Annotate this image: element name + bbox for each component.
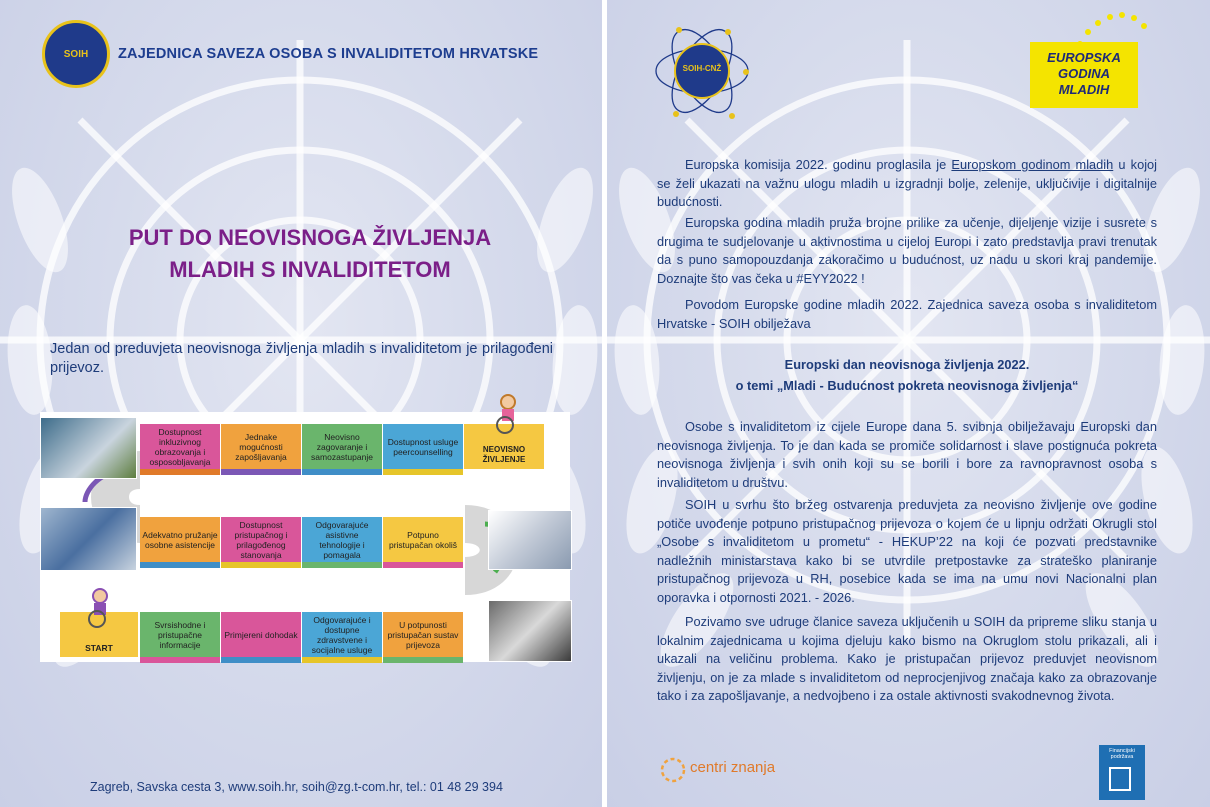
board-game-diagram: [40, 412, 570, 662]
centri-znanja-logo-icon: [658, 752, 688, 788]
funding-label: Financijski podržava: [1109, 748, 1135, 760]
left-page: [0, 0, 602, 807]
tile-personal-assistance: Adekvatno pružanje osobne asistencije: [140, 517, 220, 562]
tile-accessible-environment: Potpuno pristupačan okoliš: [383, 517, 463, 562]
tile-housing: Dostupnost pristupačnog i prilagođenog stanovanja: [221, 517, 301, 562]
paragraph-4: Osobe s invaliditetom iz cijele Europe dana 5. svibnja obilježavaju Europski dan neovisnoga življenja. To je dan kada se promiče solidarnost i slave postignuća pokreta neovisnoga življenja i svih onih koji su se borili i bore za ravnopravnost osoba s invaliditetom u društvu.: [657, 419, 1157, 490]
stripe: [302, 657, 382, 663]
funding-badge: [1099, 745, 1145, 800]
photo-van-ramp: [488, 600, 572, 662]
tile-assistive-tech: Odgovarajuće asistivne tehnologije i pomagala: [302, 517, 382, 562]
org-title: ZAJEDNICA SAVEZA OSOBA S INVALIDITETOM HRVATSKE: [118, 46, 539, 62]
page-title-line1: PUT DO NEOVISNOGA ŽIVLJENJA: [128, 225, 492, 250]
tile-start-label: START: [85, 643, 113, 653]
soih-cnz-logo-text: SOIH-CNŽ: [682, 64, 722, 73]
soih-logo-text: SOIH: [63, 48, 89, 60]
page-title: [60, 222, 560, 286]
eyy-line2: GODINA: [1058, 66, 1110, 81]
photo-bus: [40, 417, 137, 479]
eyy-line1: EUROPSKA: [1047, 50, 1121, 65]
eyy-badge: [1030, 42, 1138, 108]
paragraph-1-end: u kojoj se želi ukazati na važnu ulogu mladih u izgradnji bolje, zelenije, uključivije i digitalnije budućnosti.: [657, 157, 1157, 209]
stripe: [140, 469, 220, 475]
wheelchair-girl-start-icon: [80, 588, 120, 628]
paragraph-1: [657, 156, 1157, 212]
wheelchair-girl-icon: [488, 394, 528, 434]
tile-health-services: Odgovarajuće i dostupne zdravstvene i socijalne usluge: [302, 612, 382, 657]
event-heading-1: Europski dan neovisnoga življenja 2022.: [784, 357, 1030, 372]
paragraph-3: Povodom Europske godine mladih 2022. Zajednica saveza osoba s invaliditetom Hrvatske - SOIH obilježava: [657, 297, 1157, 331]
stripe: [140, 562, 220, 568]
stripe: [383, 562, 463, 568]
eyy-line3: MLADIH: [1058, 82, 1110, 97]
tile-transport: U potpunosti pristupačan sustav prijevoza: [383, 612, 463, 657]
tile-employment: Jednake mogućnosti zapošljavanja: [221, 424, 301, 469]
stripe: [221, 562, 301, 568]
intro-text: Jedan od preduvjeta neovisnoga življenja mladih s invaliditetom je prilagođeni prijevoz.: [50, 341, 553, 376]
stripe: [221, 657, 301, 663]
tile-information: Svrsishodne i pristupačne informacije: [140, 612, 220, 657]
event-heading-2: o temi „Mladi - Budućnost pokreta neovisnoga življenja“: [735, 378, 1079, 393]
footer-contact: Zagreb, Savska cesta 3, www.soih.hr, soih@zg.t-com.hr, tel.: 01 48 29 394: [90, 780, 503, 794]
paragraph-2: Europska godina mladih pruža brojne prilike za učenje, dijeljenje vizije i susrete s drugima te sudjelovanje u aktivnostima u cijeloj Europi i zato predstavlja pravi trenutak da s puno samopouzdanja zakoračimo u budućnost, uz nadu u skori kraj pandemije. Doznajte što vas čeka u #EYY2022 !: [657, 215, 1157, 286]
eyy-link[interactable]: Europskom godinom mladih: [951, 157, 1114, 172]
stripe: [302, 469, 382, 475]
paragraph-5: SOIH u svrhu što bržeg ostvarenja preduvjeta za neovisno življenje ove godine potiče uvođenje potpuno pristupačnog prijevoza o kojem će u lipnju održati Okrugli stol „Osobe s invaliditetom u prometu“ - HEKUP’22 na koji će pozvati predstavnike nadležnih ministarstava kako bi se utvrdile pretpostavke za strateško planiranje pristupačnog prijevoza u RH, posebice kada se ima na umu novi Nacionalni plan oporavka i otpornosti 2021. - 2026.: [657, 497, 1157, 605]
paragraph-6: Pozivamo sve udruge članice saveza uključenih u SOIH da pripreme sliku stanja u lokalnim zajednicama u kojima djeluju kako bismo na Okruglom stolu prikazali, ali i ukazali na veličinu problema. Kako je pristupačan prijevoz preduvjet neovisnom življenju, on je za mlade s invaliditetom od neprocjenjivog značaja kako za obrazovanje tako i za zapošljavanje, a nedvojbeno i za ostale aktivnosti svakodnevnog života.: [657, 614, 1157, 703]
photo-train: [488, 510, 572, 570]
soih-logo: [42, 20, 110, 88]
centri-znanja-label: centri znanja: [690, 759, 776, 776]
stripe: [383, 469, 463, 475]
tile-peercounselling: Dostupnost usluge peercounselling: [383, 424, 463, 469]
stripe: [302, 562, 382, 568]
paragraph-1-start: Europska komisija 2022. godinu proglasila je: [685, 157, 952, 172]
stripe: [140, 657, 220, 663]
stripe: [383, 657, 463, 663]
stripe: [221, 469, 301, 475]
photo-tram: [40, 507, 137, 571]
tile-education: Dostupnost inkluzivnog obrazovanja i osposobljavanja: [140, 424, 220, 469]
eyy-badge-text: [1036, 50, 1132, 98]
tile-independent-living-label: NEOVISNO ŽIVLJENJE: [482, 445, 526, 464]
page-title-line2: MLADIH S INVALIDITETOM: [169, 257, 451, 282]
tile-income: Primjereni dohodak: [221, 612, 301, 657]
funding-logo-icon: [1109, 767, 1131, 791]
tile-advocacy: Neovisno zagovaranje i samozastupanje: [302, 424, 382, 469]
